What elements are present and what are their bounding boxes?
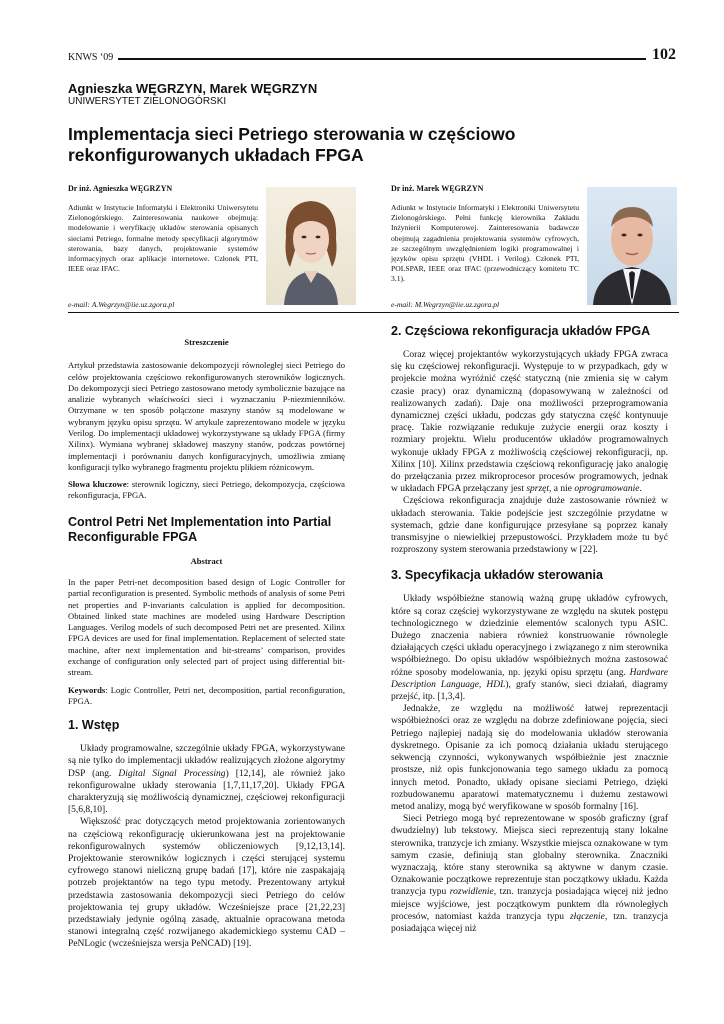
section-3-paragraph-2: Jednakże, ze względu na możliwość łatwej reprezentacji współbieżności oraz ze względu na dobrze zdefiniowane pojęcia, sieci Petriego najlepiej nadają się do modelowania układów sterowania dyskretnego. Opisanie za ich pomocą działania układu sterującego sekwencją czynności, wykonywanych współbieżnie jest znacznie prostsze, niż opis funkcjonowania tego samego układu za pomocą innych metod. Ponadto, układy opisane sieciami Petriego, dzięki rozbudowanemu aparatowi matematycznemu i dużemu zestawowi metod analizy, mogą być weryfikowane w sposób formalny [16]. <box>391 704 668 812</box>
bio2-email[interactable]: e-mail: M.Wegrzyn@iie.uz.zgora.pl <box>391 300 500 309</box>
title-line-1: Implementacja sieci Petriego sterowania w częściowo <box>68 124 516 144</box>
section-2-paragraph-2: Częściowa rekonfiguracja znajduje duże zastosowanie również w układach sterowania. Takie podejście jest szczególnie przydatne w systemach, gdzie dane konfigurujące przesyłane są poprzez kanały transmisyjne o niewielkiej przepustowości. Przykładem może tu być rozproszony system sterowania przedstawiony w [22]. <box>391 496 668 556</box>
s2p1-italic-2: oprogramowanie <box>574 484 640 495</box>
s3p3-italic-2: złączenie <box>569 911 605 922</box>
paper-title <box>68 124 568 166</box>
bio1-email[interactable]: e-mail: A.Wegrzyn@iie.uz.zgora.pl <box>68 300 175 309</box>
keywords-en <box>68 685 345 708</box>
keywords-en-label: Keywords <box>68 684 106 695</box>
s3p3-m: , tzn. tranzycja posiadająca więcej niż jedno miejsce wyjściowe, jest początkowym punktem dla równoległych procesów, natomiast każda tranzycja typu <box>391 887 668 922</box>
author1-photo <box>266 187 356 305</box>
s3p1-italic: Hardware Description Language, HDL <box>391 667 668 690</box>
section-3-heading: 3. Specyfikacja układów sterowania <box>391 568 603 583</box>
abstract-heading: Abstract <box>190 555 223 566</box>
bio1-name: Dr inż. Agnieszka WĘGRZYN <box>68 184 173 193</box>
section-1-paragraph-2: Większość prac dotyczących metod projektowania zorientowanych na częściową rekonfigurację ukierunkowana jest na projektowanie rekonfigurowalnych systemów obliczeniowych [9,12,13,14]. Projektowanie sterowników logicznych i części sterującej systemu cyfrowego stanowi nieliczną grupę badań [17], które nie zaspakajają potrzeb projektantów na tego typu metody. Prezentowany artykuł przedstawia zastosowania dekompozycji sieci Petriego do celów projektowania tej grupy układów. Wcześniejsze prace [21,22,23] przedstawiały jedynie ogólną zasadę, aktualnie opracowana metoda stanowi integralną część rozwijanego akademickiego systemu CAD – PeNLogic (wcześniejsza wersja PeNCAD) [19]. <box>68 817 345 950</box>
right-column <box>391 324 668 935</box>
s2p1-b: . <box>639 484 642 495</box>
title-line-2: rekonfigurowanych układach FPGA <box>68 145 364 165</box>
keywords-en-text: : Logic Controller, Petri net, decomposition, partial reconfiguration, FPGA. <box>68 684 345 706</box>
streszczenie-heading: Streszczenie <box>184 337 229 347</box>
english-title: Control Petri Net Implementation into Partial Reconfigurable FPGA <box>68 514 332 544</box>
bio2-text: Adiunkt w Instytucie Informatyki i Elektroniki Uniwersytetu Zielonogórskiego. Pełni funkcję kierownika Zakładu Inżynierii Komputerowej. Zainteresowania badawcze obejmują zagadnienia projektowania systemów cyfrowych, ze szczególnym uwzględnieniem logiki programowalnej i języków opisu sprzętu (VHDL i Verilog). Członek PTI, POLSPAR, IEEE oraz IFAC (przewodniczący komitetu TC 3.1). <box>391 203 579 284</box>
page-number: 102 <box>652 46 676 63</box>
s2p1-a: Coraz więcej projektantów wykorzystujących układy FPGA zwraca się ku częściowej rekonfiguracji. Występuje to w przypadkach, gdy w projekcie można wyróżnić część statyczną (nie zmienia się w całym czasie pracy) oraz dynamiczną (dopasowywaną w zależności od realizowanych zadań). Daje ona możliwości przeprogramowania dynamicznej części układu, podczas gdy statyczna część kontynuuje pracę. Takie rozwiązanie redukuje zużycie energii oraz koszty i rozmiary projektu. Wielu producentów układów programowalnych wykonuje układy FPGA z możliwością częściowej rekonfiguracji, np. Xilinx [10]. Xilinx przedstawia częściową rekonfigurację jako analogię do przełączania przez mikroprocesor procesów programowych, jednak w układach FPGA przełączany jest <box>391 350 668 495</box>
s3p1-b: ), grafy stanów, sieci działań, diagramy przejść, itp. [1,3,4]. <box>391 679 668 703</box>
s1p1-a: Układy programowalne, szczególnie układy FPGA, wykorzystywane są nie tylko do implementacji układów realizujących złożone algorytmy DSP (ang. <box>68 744 345 779</box>
section-1-paragraph-1 <box>68 743 345 816</box>
s1p1-italic: Digital Signal Processing <box>118 768 226 779</box>
keywords-pl <box>68 479 345 502</box>
bio2-rule <box>367 312 679 313</box>
affiliation: UNIWERSYTET ZIELONOGÓRSKI <box>68 96 227 107</box>
keywords-pl-label: Słowa kluczowe <box>68 479 127 490</box>
section-2-paragraph-1 <box>391 349 668 495</box>
keywords-pl-text: : sterownik logiczny, sieci Petriego, dekompozycja, częściowa rekonfiguracja, FPGA. <box>68 479 345 501</box>
s2p1-m: , a nie <box>549 484 575 495</box>
section-1-heading: 1. Wstęp <box>68 718 120 733</box>
s3p3-b: , tzn. tranzycja posiadająca więcej niż <box>391 911 668 934</box>
section-3-paragraph-1 <box>391 593 668 703</box>
header-rule <box>118 58 646 60</box>
author2-photo <box>587 187 677 305</box>
s1p1-b: ) [12,14], ale również jako rekonfigurowalne układy sterowania [1,7,11,17,20]. Układy FPGA charakteryzują się możliwością dynamicznej, częściowej rekonfiguracji [5,6,8,10]. <box>68 768 345 816</box>
authors: Agnieszka WĘGRZYN, Marek WĘGRZYN <box>68 81 318 96</box>
section-3-paragraph-3 <box>391 813 668 935</box>
abstract-text: In the paper Petri-net decomposition based design of Logic Controller for partial reconfiguration is presented. Symbolic methods of analysis of some Petri net properties and P-invariants calculation is applied for decomposition. Obtained linked state machines are modeled using Hardware Description Languages. Verilog models of such decomposed Petri net are presented. Xilinx FPGA devices are used for final implementation. Replacement of selected state machine, after next implementation and bit-streams’ comparison, provides exchange of configuration only selected part of project using differential bit-stream. <box>68 576 345 678</box>
conference-label: KNWS ‘09 <box>68 52 114 63</box>
bio1-text: Adiunkt w Instytucie Informatyki i Elektroniki Uniwersytetu Zielonogórskiego. Zainteresowania naukowe obejmują: modelowanie i weryfikację układów sterowania opisanych sieciami Petriego, formalne metody specyfikacji algorytmów sterowania, bazy danych, projektowanie systemów informacyjnych oraz aplikacje internetowe. Członek PTI, IEEE oraz IFAC. <box>68 203 258 274</box>
streszczenie-text: Artykuł przedstawia zastosowanie dekompozycji równoległej sieci Petriego do celów projektowania częściowo rekonfigurowanych sterowników logicznych. Do dekompozycji sieci Petriego zastosowano metody symbolicznie bazujące na analizie wybranych właściwości sieci i wyznaczaniu P-niezmienników. Otrzymane w ten sposób połączone maszyny stanów są modelowane w wybranym języku opisu sprzętu. W artykule zaprezentowano modele w języku Verilog. Do implementacji układowej wykorzystywane są układy FPGA (firmy Xilinx). Wymiana wybranej składowej maszyny stanów, podczas powtórnej implementacji i porównaniu danych konfiguracyjnych, umożliwia zmianę konfiguracji tylko wybranego fragmentu projektu plikiem różnicowym. <box>68 360 345 472</box>
s3p3-italic-1: rozwidlenie <box>449 887 494 898</box>
section-2-heading: 2. Częściowa rekonfiguracja układów FPGA <box>391 324 651 338</box>
s3p3-a: Sieci Petriego mogą być reprezentowane w sposób graficzny (graf dwudzielny) lub tekstowy. Miejsca sieci reprezentują stany lokalne sterownika, tranzycje ich zmiany. Wszystkie miejsca oznakowane w tym samym czasie, definiują stan globalny sterownika. Znaczniki wyznaczają, które stany sterownika są aktywne w danym czasie. Oznakowanie początkowe reprezentuje stan początkowy układu. Każda tranzycja typu <box>391 814 668 898</box>
bio2-name: Dr inż. Marek WĘGRZYN <box>391 184 484 193</box>
left-column <box>68 336 345 951</box>
s2p1-italic-1: sprzęt <box>526 484 550 495</box>
s3p1-a: Układy współbieżne stanowią ważną grupę układów cyfrowych, które są coraz częściej wykorzystywane ze względu na skutek postępu technologicznego w dziedzinie elementów scalonych typu ASIC. Dużego znaczenia nabiera również konstruowanie równolegle działających części układu operacyjnego i związanego z nim sterownika współbieżnego. Do opisu układów współbieżnych można zastosować różne sposoby modelowania, np. języki opisu sprzętu (ang. <box>391 594 668 678</box>
bio1-rule <box>68 312 380 313</box>
